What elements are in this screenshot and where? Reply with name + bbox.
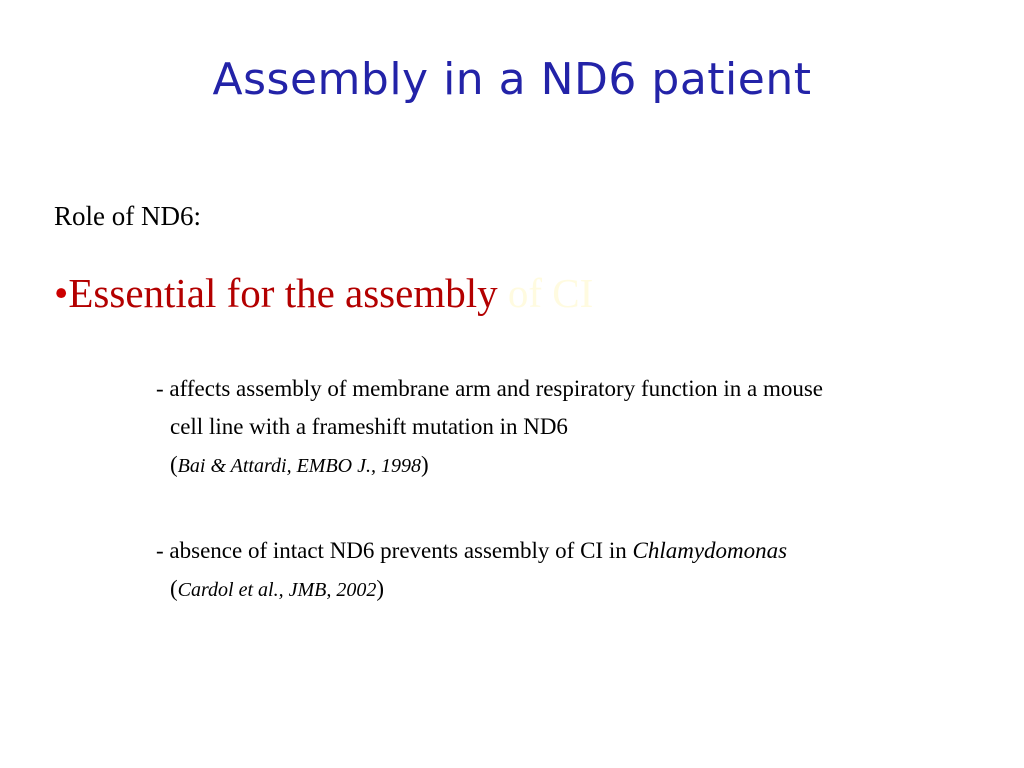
sub-point-mouse xyxy=(156,370,823,485)
slide-title: Assembly in a ND6 patient xyxy=(212,54,812,105)
main-bullet xyxy=(54,266,593,320)
bullet-faded-text: of CI xyxy=(507,270,594,316)
citation xyxy=(156,446,823,485)
citation-open-paren: ( xyxy=(170,576,178,601)
sub-point-prefix: - absence of intact ND6 prevents assembly of CI in xyxy=(156,538,627,563)
bullet-main-text: Essential for the assembly xyxy=(68,270,498,316)
sub-point-chlamydomonas xyxy=(156,532,787,609)
organism-name: Chlamydomonas xyxy=(632,538,788,563)
citation xyxy=(156,570,787,609)
citation-close-paren: ) xyxy=(420,452,429,477)
sub-point-line: - affects assembly of membrane arm and respiratory function in a mouse xyxy=(156,376,823,401)
citation-text: Bai & Attardi, EMBO J., 1998 xyxy=(177,455,421,477)
bullet-icon: • xyxy=(54,270,69,316)
citation-text: Cardol et al., JMB, 2002 xyxy=(177,579,377,601)
sub-point-line xyxy=(156,532,787,570)
citation-close-paren: ) xyxy=(376,576,385,601)
citation-open-paren: ( xyxy=(170,452,178,477)
sub-point-line: cell line with a frameshift mutation in ND6 xyxy=(170,414,568,439)
section-heading: Role of ND6: xyxy=(54,201,201,231)
